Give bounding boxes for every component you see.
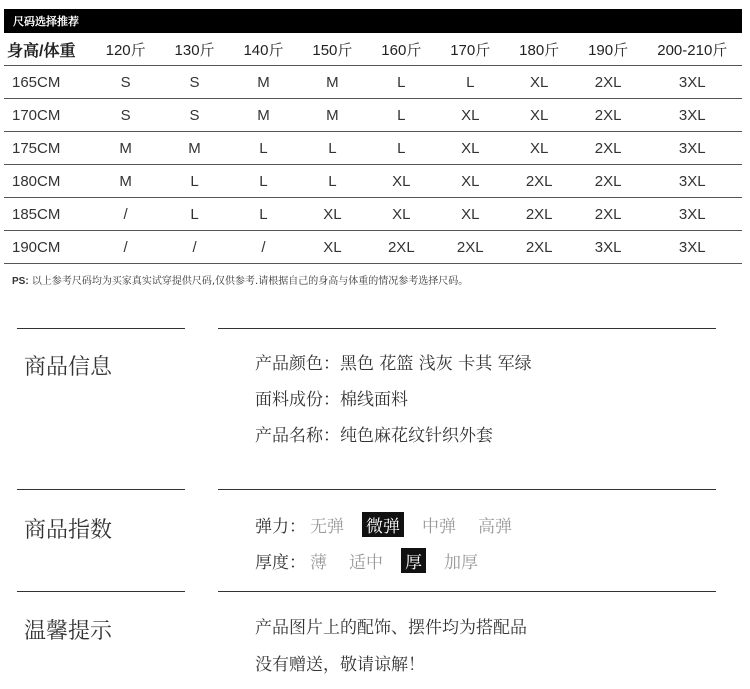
column-header-weight: 180斤 [519, 41, 560, 59]
product-color: 产品颜色：黑色 花篮 浅灰 卡其 军绿 [255, 354, 532, 374]
height-cell: 190CM [4, 231, 91, 264]
elasticity-row [255, 512, 516, 537]
column-header-weight: 190斤 [588, 41, 629, 59]
size-cell: M [229, 66, 298, 99]
size-cell: 2XL [505, 198, 574, 231]
height-cell: 165CM [4, 66, 91, 99]
size-cell: 2XL [574, 99, 643, 132]
thickness-row [255, 548, 482, 573]
size-cell: 2XL [574, 132, 643, 165]
thickness-option-selected: 厚 [401, 548, 426, 573]
size-table-header-row [4, 33, 742, 66]
tips-line-1: 产品图片上的配饰、摆件均为搭配品 [255, 618, 527, 638]
size-cell: 2XL [505, 165, 574, 198]
size-cell: L [367, 66, 436, 99]
size-cell: 2XL [574, 165, 643, 198]
size-cell: XL [436, 165, 505, 198]
elasticity-option: 中弹 [422, 517, 456, 537]
thickness-label: 厚度： [255, 553, 306, 573]
column-header-weight: 150斤 [312, 41, 353, 59]
divider [17, 591, 185, 592]
product-name: 产品名称：纯色麻花纹针织外套 [255, 426, 493, 446]
size-cell: XL [436, 99, 505, 132]
table-row [4, 66, 742, 99]
size-cell: M [91, 165, 160, 198]
column-header-height-weight: 身高/体重 [7, 42, 76, 60]
size-cell: S [91, 99, 160, 132]
table-row [4, 165, 742, 198]
divider [17, 489, 185, 490]
tips-title: 温馨提示 [24, 619, 113, 644]
size-cell: M [160, 132, 229, 165]
divider [218, 591, 716, 592]
thickness-option: 薄 [310, 553, 327, 573]
size-cell: M [298, 99, 367, 132]
size-cell: 3XL [643, 231, 742, 264]
size-cell: L [229, 132, 298, 165]
size-cell: 2XL [505, 231, 574, 264]
size-cell: L [436, 66, 505, 99]
size-cell: 2XL [574, 66, 643, 99]
size-cell: L [229, 165, 298, 198]
size-cell: / [91, 231, 160, 264]
size-cell: S [91, 66, 160, 99]
size-chart-title: 尺码选择推荐 [13, 15, 79, 28]
ps-note [12, 272, 468, 287]
ps-label: PS: [12, 276, 29, 287]
height-cell: 175CM [4, 132, 91, 165]
size-cell: M [298, 66, 367, 99]
column-header-weight: 170斤 [450, 41, 491, 59]
divider [17, 328, 185, 329]
size-cell: L [160, 198, 229, 231]
size-cell: XL [505, 66, 574, 99]
elasticity-label: 弹力： [255, 517, 306, 537]
column-header-weight: 130斤 [174, 41, 215, 59]
size-cell: 3XL [643, 132, 742, 165]
size-cell: 2XL [574, 198, 643, 231]
size-cell: XL [298, 198, 367, 231]
size-cell: L [367, 99, 436, 132]
size-cell: L [160, 165, 229, 198]
size-cell: XL [436, 198, 505, 231]
size-cell: 3XL [643, 198, 742, 231]
ps-text: 以上参考尺码均为买家真实试穿提供尺码,仅供参考.请根据自己的身高与体重的情况参考选择尺码。 [31, 276, 469, 287]
size-cell: / [160, 231, 229, 264]
size-cell: 3XL [574, 231, 643, 264]
size-cell: 3XL [643, 66, 742, 99]
size-cell: XL [505, 132, 574, 165]
elasticity-option: 无弹 [310, 517, 344, 537]
size-cell: L [229, 198, 298, 231]
size-cell: M [229, 99, 298, 132]
size-cell: 3XL [643, 99, 742, 132]
size-cell: L [367, 132, 436, 165]
table-row [4, 99, 742, 132]
size-cell: / [229, 231, 298, 264]
size-cell: S [160, 66, 229, 99]
thickness-option: 加厚 [444, 553, 478, 573]
tips-line-2: 没有赠送，敬请谅解！ [255, 655, 425, 675]
size-cell: 2XL [436, 231, 505, 264]
elasticity-option: 高弹 [478, 517, 512, 537]
height-cell: 170CM [4, 99, 91, 132]
size-cell: XL [367, 165, 436, 198]
size-cell: L [298, 165, 367, 198]
size-cell: XL [298, 231, 367, 264]
height-cell: 180CM [4, 165, 91, 198]
size-cell: 2XL [367, 231, 436, 264]
size-cell: L [298, 132, 367, 165]
thickness-option: 适中 [349, 553, 383, 573]
column-header-weight: 140斤 [243, 41, 284, 59]
product-info-title: 商品信息 [24, 355, 113, 380]
product-fabric: 面料成份：棉线面料 [255, 390, 408, 410]
table-row [4, 198, 742, 231]
size-cell: / [91, 198, 160, 231]
table-row [4, 132, 742, 165]
size-cell: S [160, 99, 229, 132]
column-header-weight: 160斤 [381, 41, 422, 59]
divider [218, 328, 716, 329]
elasticity-option-selected: 微弹 [362, 512, 404, 537]
size-chart-header [4, 9, 742, 33]
table-row [4, 231, 742, 264]
size-cell: 3XL [643, 165, 742, 198]
size-cell: XL [505, 99, 574, 132]
product-index-title: 商品指数 [24, 518, 113, 543]
divider [218, 489, 716, 490]
size-cell: XL [436, 132, 505, 165]
size-table [4, 33, 742, 264]
column-header-weight: 200-210斤 [657, 41, 728, 59]
size-cell: XL [367, 198, 436, 231]
size-cell: M [91, 132, 160, 165]
column-header-weight: 120斤 [105, 41, 146, 59]
height-cell: 185CM [4, 198, 91, 231]
